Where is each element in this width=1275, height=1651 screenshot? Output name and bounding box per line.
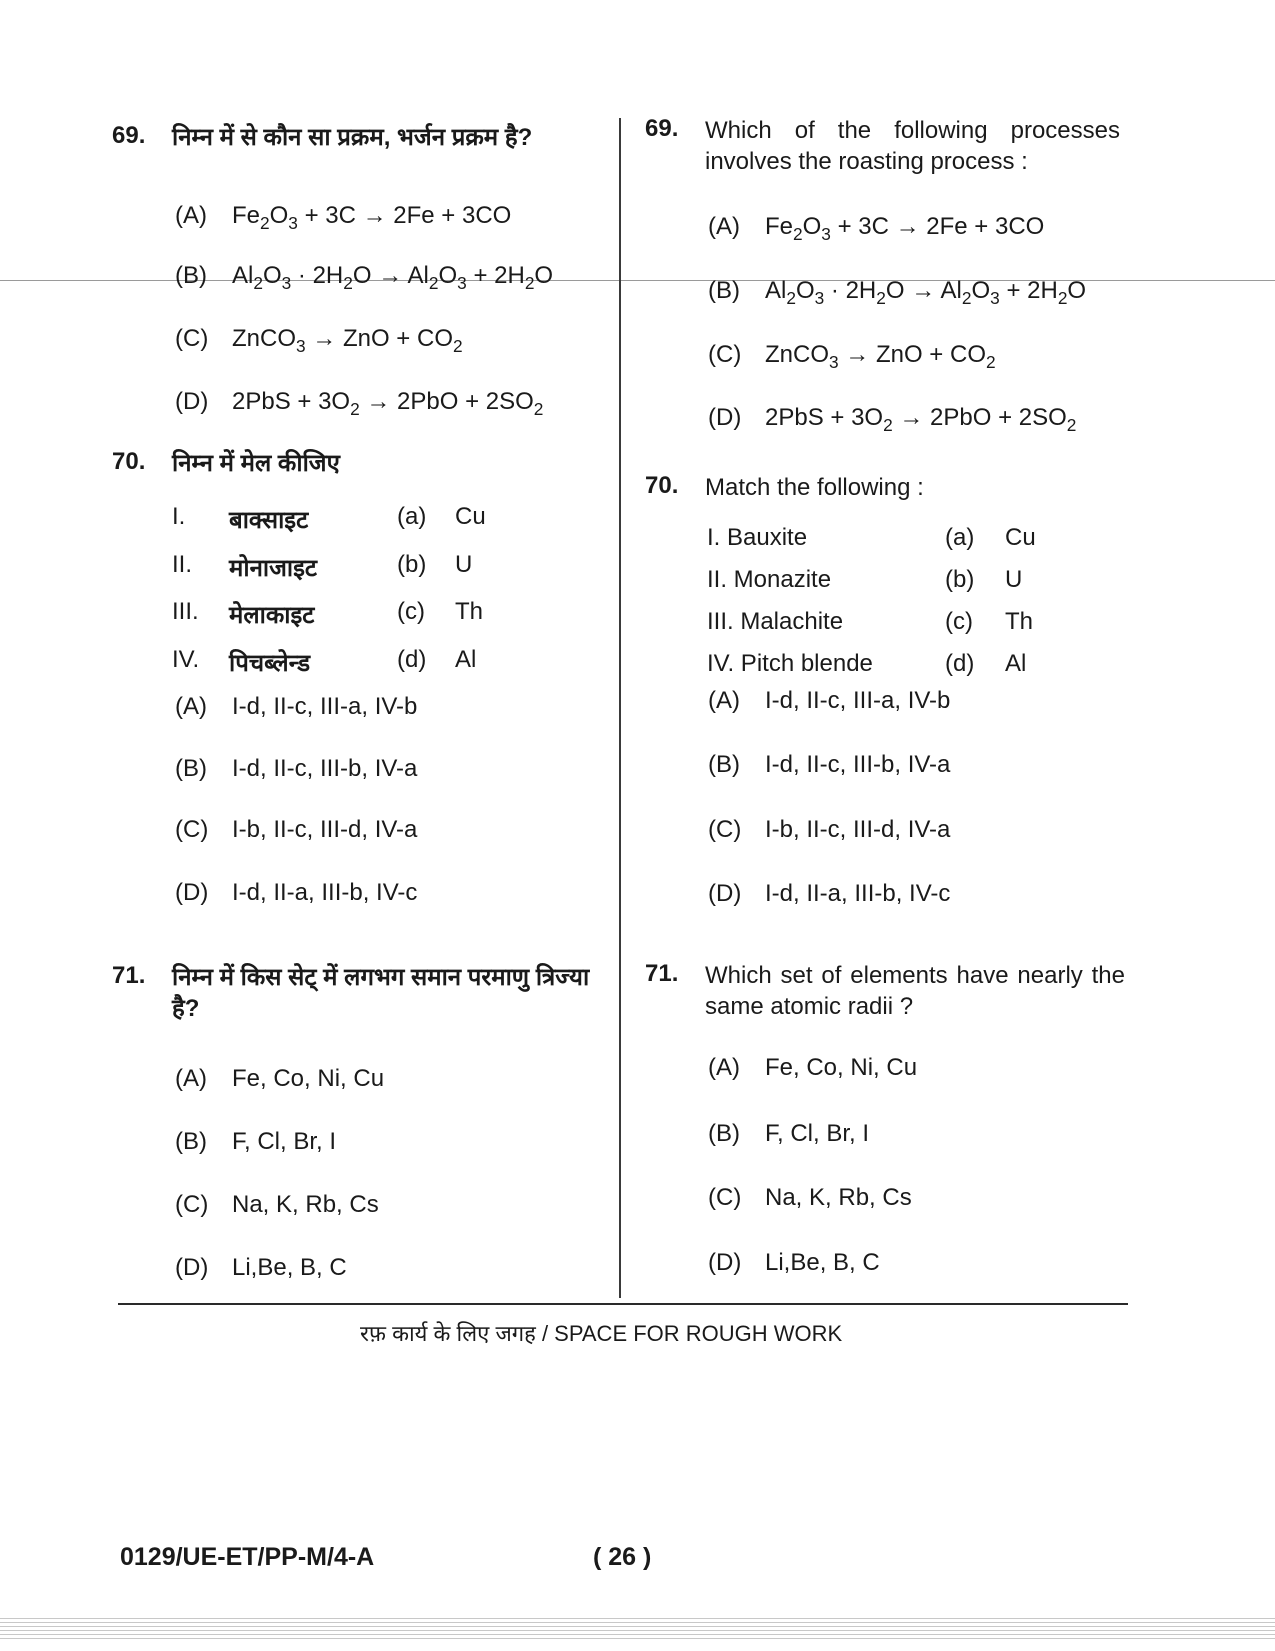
question-text: निम्न में मेल कीजिए <box>172 450 340 477</box>
question-number: 71. <box>645 960 679 987</box>
option-a[interactable]: (A) $Fe_2O_3 + 3C \to 2Fe + 3CO$ <box>708 213 1045 245</box>
option-c[interactable]: (C) Na, K, Rb, Cs <box>175 1191 379 1218</box>
option-a[interactable]: (A) Fe, Co, Ni, Cu <box>708 1054 918 1081</box>
column-divider <box>619 118 621 1298</box>
question-text: Match the following : <box>705 474 924 501</box>
option-b[interactable]: (B) I-d, II-c, III-b, IV-a <box>175 755 418 782</box>
option-b[interactable]: (B) $Al_2O_3 \cdot 2H_2O \to Al_2O_3 + 2H_2O$ <box>175 262 554 294</box>
page-number: ( 26 ) <box>593 1543 652 1571</box>
option-a[interactable]: (A) I-d, II-c, III-a, IV-b <box>708 687 951 714</box>
option-a[interactable]: (A) Fe, Co, Ni, Cu <box>175 1065 385 1092</box>
option-d[interactable]: (D) I-d, II-a, III-b, IV-c <box>175 879 418 906</box>
option-b[interactable]: (B) F, Cl, Br, I <box>708 1120 870 1147</box>
question-number: 69. <box>112 122 146 149</box>
question-number: 70. <box>645 472 679 499</box>
paper-code: 0129/UE-ET/PP-M/4-A <box>120 1543 375 1571</box>
option-b[interactable]: (B) I-d, II-c, III-b, IV-a <box>708 751 951 778</box>
question-text: निम्न में से कौन सा प्रक्रम, भर्जन प्रक्रम है? <box>172 124 533 151</box>
rough-work-label: रफ़ कार्य के लिए जगह / SPACE FOR ROUGH WORK <box>360 1321 843 1346</box>
option-d[interactable]: (D) Li,Be, B, C <box>175 1254 347 1281</box>
rough-work-divider <box>118 1303 1128 1305</box>
option-c[interactable]: (C) ZnCO$_3$ → ZnO + $CO_2$ <box>708 341 996 373</box>
option-d[interactable]: (D) $2PbS + 3O_2 \to 2PbO + 2SO_2$ <box>175 388 544 420</box>
option-a[interactable]: (A) I-d, II-c, III-a, IV-b <box>175 693 418 720</box>
question-text: Which of the following processes involves the roasting process : <box>705 117 1120 175</box>
scan-edge-lines <box>0 1615 1275 1640</box>
option-c[interactable]: (C) I-b, II-c, III-d, IV-a <box>175 816 418 843</box>
question-text: निम्न में किस सेट् में लगभग समान परमाणु त्रिज्या है? <box>172 964 590 1022</box>
option-b[interactable]: (B) F, Cl, Br, I <box>175 1128 337 1155</box>
option-c[interactable]: (C) ZnCO$_3$ → ZnO + $CO_2$ <box>175 325 463 357</box>
question-text: Which set of elements have nearly the same atomic radii ? <box>705 962 1125 1020</box>
option-c[interactable]: (C) I-b, II-c, III-d, IV-a <box>708 816 951 843</box>
question-number: 70. <box>112 448 146 475</box>
option-a[interactable]: (A) $Fe_2O_3 + 3C \to 2Fe + 3CO$ <box>175 202 512 234</box>
option-d[interactable]: (D) $2PbS + 3O_2 \to 2PbO + 2SO_2$ <box>708 404 1077 436</box>
option-d[interactable]: (D) I-d, II-a, III-b, IV-c <box>708 880 951 907</box>
match-table: I. Bauxite (a) Cu II. Monazite (b) U III. Malachite (c) Th IV. Pitch blende (d) Al <box>707 524 1036 677</box>
question-number: 71. <box>112 962 146 989</box>
match-table: I. बाक्साइट (a) Cu II. मोनाजाइट (b) U III. मेलाकाइट (c) Th IV. पिचब्लेन्ड (d) Al <box>172 503 486 677</box>
option-c[interactable]: (C) Na, K, Rb, Cs <box>708 1184 912 1211</box>
option-d[interactable]: (D) Li,Be, B, C <box>708 1249 880 1276</box>
option-b[interactable]: (B) $Al_2O_3 \cdot 2H_2O \to Al_2O_3 + 2H_2O$ <box>708 277 1087 309</box>
question-number: 69. <box>645 115 679 142</box>
